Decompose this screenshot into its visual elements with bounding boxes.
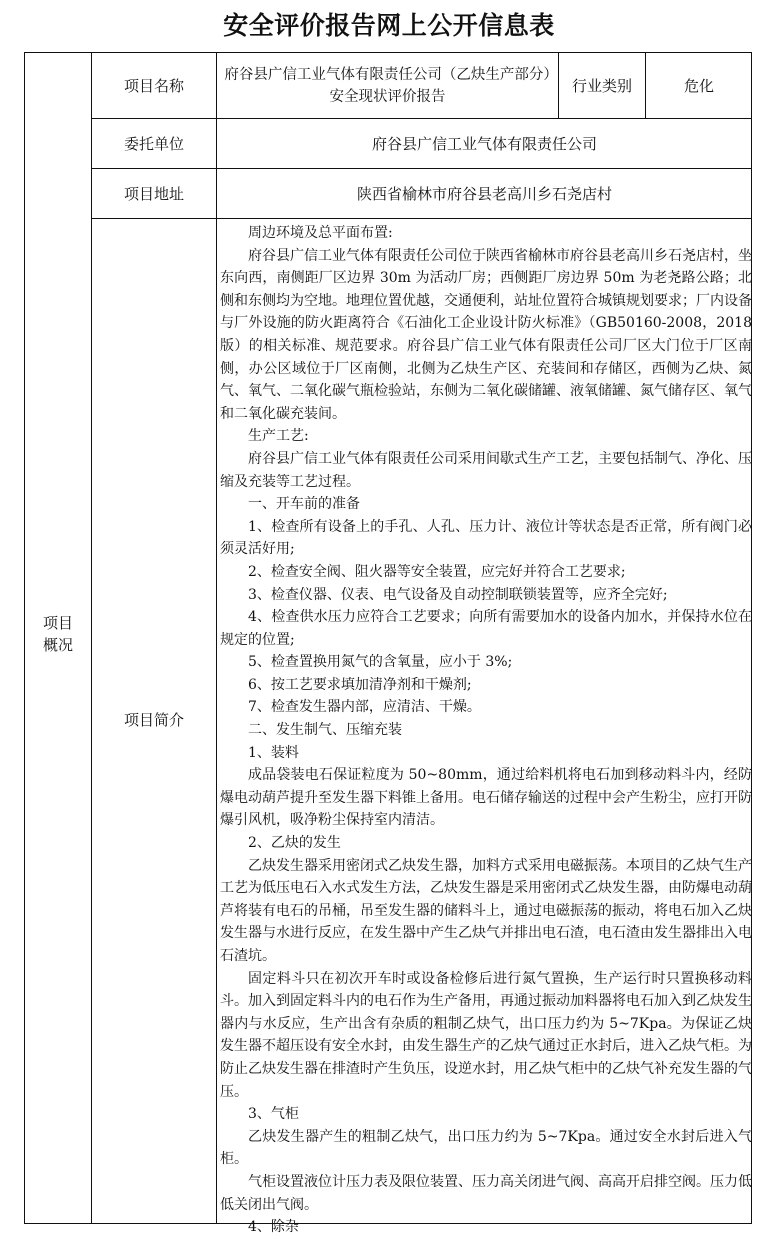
intro-paragraph: 乙炔发生器产生的粗制乙炔气，出口压力约为 5~7Kpa。通过安全水封后进入气柜。 xyxy=(220,1128,752,1168)
intro-paragraph: 2、检查安全阀、阻火器等安全装置，应完好并符合工艺要求; xyxy=(248,563,626,580)
intro-paragraph: 4、检查供水压力应符合工艺要求；向所有需要加水的设备内加水，并保持水位在规定的位置; xyxy=(220,609,752,648)
address-label: 项目地址 xyxy=(123,184,184,203)
client-value: 府谷县广信工业气体有限责任公司 xyxy=(371,134,597,153)
intro-paragraph: 1、检查所有设备上的手孔、人孔、压力计、液位计等状态是否正常，所有阀门必须灵活好用; xyxy=(220,518,752,558)
project-name-value: 府谷县广信工业气体有限责任公司（乙炔生产部分）安全现状评价报告 xyxy=(224,66,551,105)
divider xyxy=(216,52,217,1224)
intro-paragraph: 周边环境及总平面布置: xyxy=(248,225,393,241)
divider xyxy=(91,52,92,1224)
intro-paragraph: 乙炔发生器采用密闭式乙炔发生器，加料方式采用电磁振荡。本项目的乙炔气生产工艺为低压电石入水式发生方法，乙炔发生器是采用密闭式乙炔发生器，由防爆电动葫芦将装有电石的吊桶，吊至发生器的储料斗上，通过电磁振荡的振动，将电石加入乙炔发生器与水进行反应，在发生器中产生乙炔气并排出电石渣，电石渣由发生器排出入电石渣坑。 xyxy=(220,857,752,964)
intro-paragraph: 生产工艺: xyxy=(248,428,309,445)
industry-value: 危化 xyxy=(683,76,714,95)
intro-label: 项目简介 xyxy=(123,711,184,729)
intro-paragraph: 1、装料 xyxy=(248,744,299,761)
intro-paragraph: 4、除杂 xyxy=(248,1219,299,1236)
page-title: 安全评价报告网上公开信息表 xyxy=(223,11,555,40)
client-label: 委托单位 xyxy=(123,134,184,153)
intro-paragraph: 2、乙炔的发生 xyxy=(248,835,341,852)
intro-paragraph: 一、开车前的准备 xyxy=(248,496,360,513)
intro-paragraph: 5、检查置换用氮气的含氧量，应小于 3%; xyxy=(248,654,513,671)
intro-paragraph: 6、按工艺要求填加清净剂和干燥剂; xyxy=(248,676,472,693)
intro-paragraph: 气柜设置液位计压力表及限位装置、压力高关闭进气阀、高高开启排空阀。压力低低关闭出气阀。 xyxy=(220,1173,752,1213)
address-value: 陕西省榆林市府谷县老高川乡石尧店村 xyxy=(356,184,612,203)
intro-paragraph: 7、检查发生器内部，应清洁、干燥。 xyxy=(248,699,481,716)
overview-label-line-2: 概况 xyxy=(42,636,73,654)
intro-paragraph: 3、气柜 xyxy=(248,1106,299,1123)
intro-paragraph: 府谷县广信工业气体有限责任公司位于陕西省榆林市府谷县老高川乡石尧店村，坐东向西，南侧距厂区边界 30m 为活动厂房；西侧距厂房边界 50m 为老尧路公路；北侧和东侧均为空地。地理位置优越，交通便利，站址位置符合城镇规划要求；厂内设备与厂外设施的防火距离符合《石油化工企业设计防火标准》（GB50160-2008，2018 版）的相关标准、规范要求。府谷县广信工业气体有限责任公司厂区大门位于厂区南侧，办公区域位于厂区南侧，北侧为乙炔生产区、充装间和存储区，西侧为乙炔、氮气、氧气、二氧化碳气瓶检验站，东侧为二氧化碳储罐、液氧储罐、氮气储存区、氧气和二氧化碳充装间。 xyxy=(220,247,752,422)
intro-paragraph: 成品袋装电石保证粒度为 50~80mm，通过给料机将电石加到移动料斗内，经防爆电动葫芦提升至发生器下料锥上备用。电石储存输送的过程中会产生粉尘，应打开防爆引风机，吸净粉尘保持室内清洁。 xyxy=(220,767,752,829)
intro-paragraph: 3、检查仪器、仪表、电气设备及自动控制联锁装置等，应齐全完好; xyxy=(248,586,668,603)
project-name-label: 项目名称 xyxy=(123,76,184,95)
industry-label: 行业类别 xyxy=(571,76,632,95)
intro-content xyxy=(220,222,752,1236)
intro-paragraph: 固定料斗只在初次开车时或设备检修后进行氮气置换，生产运行时只置换移动料斗。加入到固定料斗内的电石作为生产备用，再通过振动加料器将电石加入到乙炔发生器内与水反应，生产出含有杂质的粗制乙炔气，出口压力约为 5~7Kpa。为保证乙炔发生器不超压设有安全水封，由发生器生产的乙炔气通过正水封后，进入乙炔气柜。为防止乙炔发生器在排渣时产生负压，设逆水封，用乙炔气柜中的乙炔气补充发生器的气压。 xyxy=(220,970,752,1100)
divider xyxy=(91,218,752,219)
overview-label xyxy=(25,604,91,664)
overview-label-line-1: 项目 xyxy=(42,614,73,632)
intro-paragraph: 府谷县广信工业气体有限责任公司采用间歇式生产工艺，主要包括制气、净化、压缩及充装等工艺过程。 xyxy=(220,450,752,490)
intro-paragraph: 二、发生制气、压缩充装 xyxy=(248,722,402,739)
